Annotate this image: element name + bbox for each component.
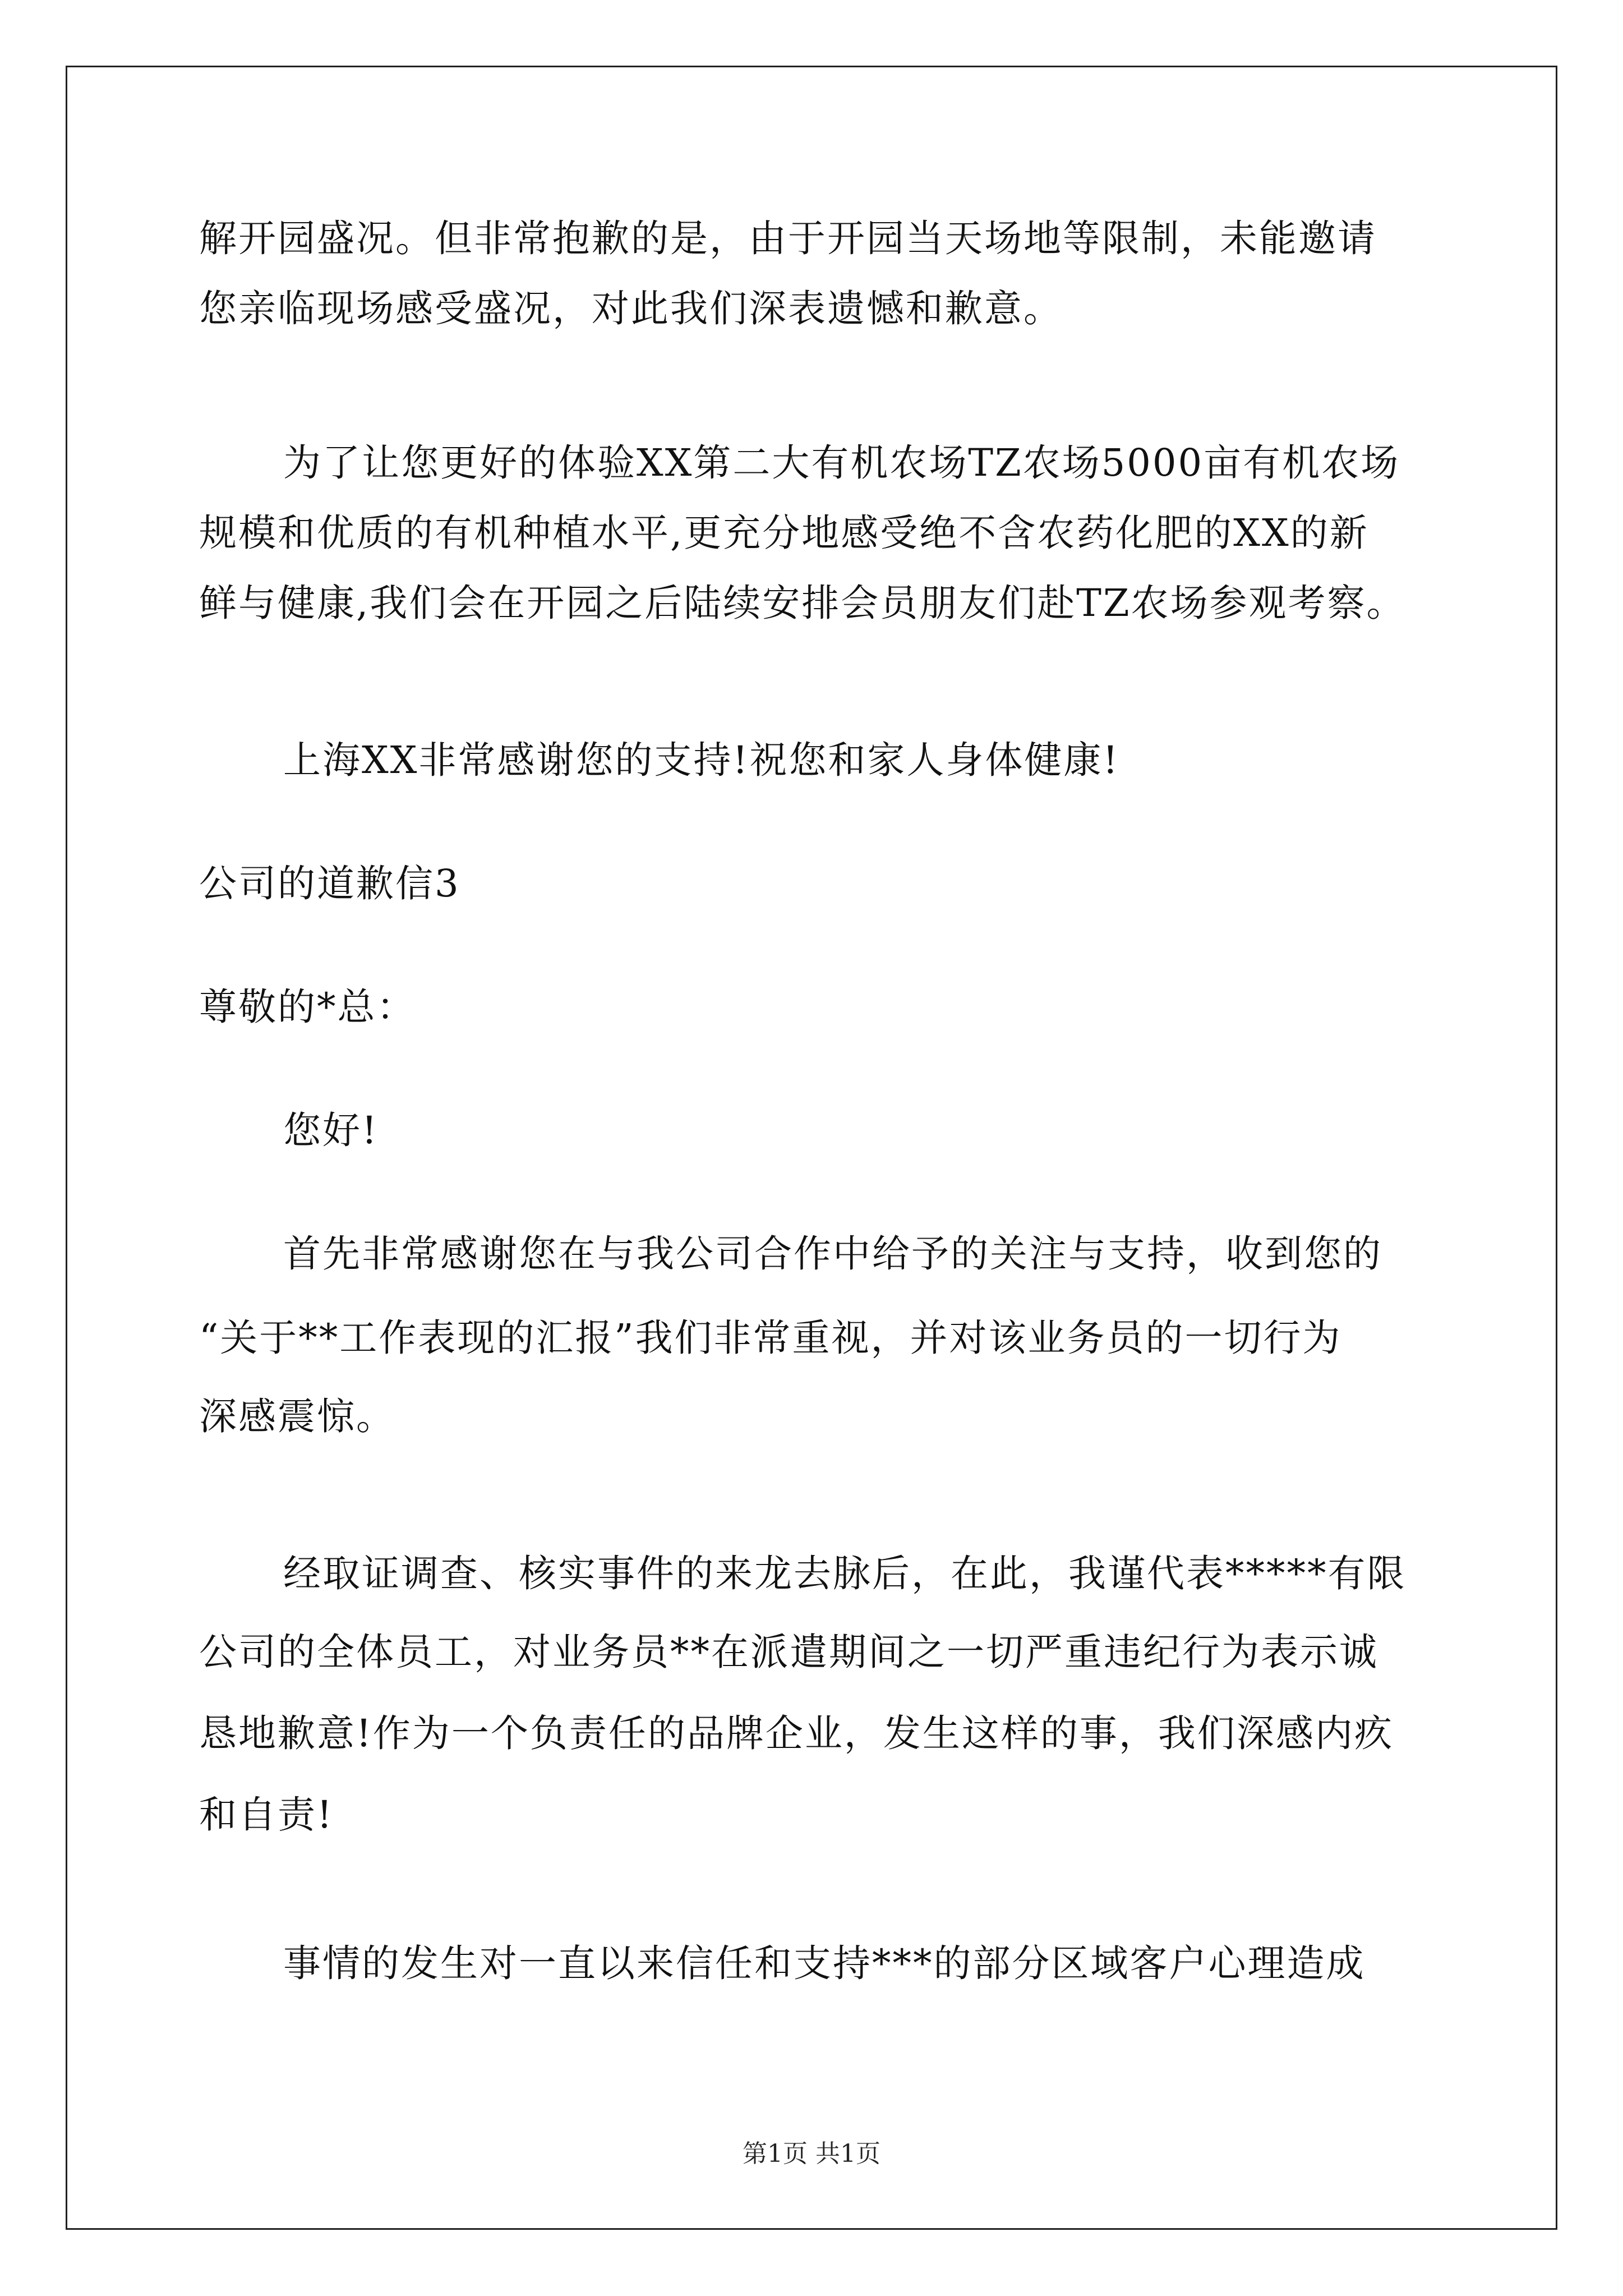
text-line: “关于**工作表现的汇报”我们非常重视，并对该业务员的一切行为: [199, 1316, 1342, 1360]
text-line: 和自责!: [199, 1793, 334, 1837]
salutation: 尊敬的*总：: [199, 985, 416, 1029]
paragraph-first-line: 为了让您更好的体验XX第二大有机农场TZ农场5000亩有机农场: [283, 441, 1400, 485]
page-footer: 第1页 共1页: [743, 2139, 880, 2168]
text-line: 深感震惊。: [199, 1395, 395, 1438]
text-line: 恳地歉意!作为一个负责任的品牌企业，发生这样的事，我们深感内疚: [199, 1711, 1394, 1755]
text-line: 您亲临现场感受盛况，对此我们深表遗憾和歉意。: [199, 287, 1063, 330]
paragraph-first-line: 首先非常感谢您在与我公司合作中给予的关注与支持，收到您的: [283, 1232, 1382, 1276]
paragraph-first-line: 经取证调查、核实事件的来龙去脉后，在此，我谨代表*****有限: [283, 1552, 1407, 1595]
text-line: 公司的全体员工，对业务员**在派遣期间之一切严重违纪行为表示诚: [199, 1630, 1378, 1674]
text-line: 解开园盛况。但非常抱歉的是，由于开园当天场地等限制，未能邀请: [199, 217, 1377, 260]
text-line: 规模和优质的有机种植水平,更充分地感受绝不含农药化肥的XX的新: [199, 511, 1369, 555]
text-line: 鲜与健康,我们会在开园之后陆续安排会员朋友们赴TZ农场参观考察。: [199, 581, 1406, 625]
closing-greeting: 上海XX非常感谢您的支持!祝您和家人身体健康!: [283, 738, 1120, 782]
greeting: 您好!: [283, 1108, 379, 1152]
section-title: 公司的道歉信3: [199, 862, 460, 905]
paragraph-first-line: 事情的发生对一直以来信任和支持***的部分区域客户心理造成: [283, 1941, 1366, 1985]
